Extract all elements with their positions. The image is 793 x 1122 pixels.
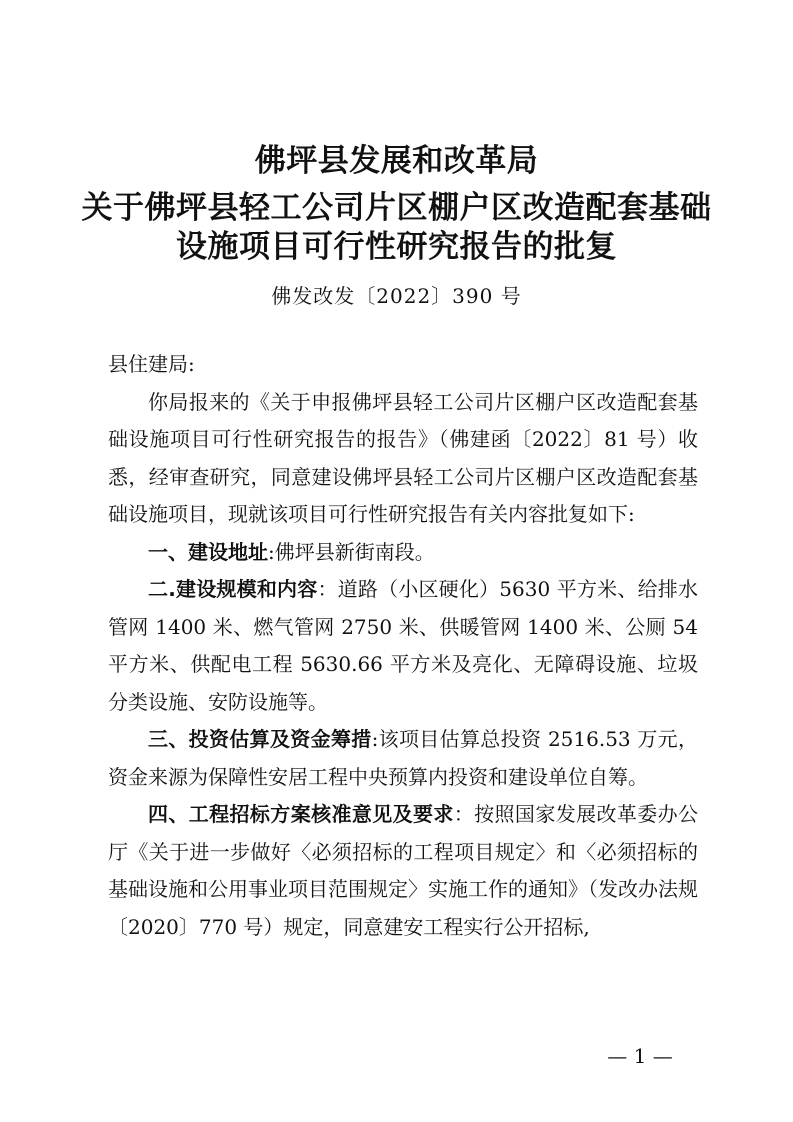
title-line-2: 关于佛坪县轻工公司片区棚户区改造配套基础 xyxy=(81,190,712,226)
section-1-text: :佛坪县新街南段。 xyxy=(268,539,435,564)
section-4-heading: 四、工程招标方案核准意见及要求 xyxy=(148,802,454,826)
title-line-1: 佛坪县发展和改革局 xyxy=(254,143,539,179)
section-2-paragraph xyxy=(108,571,698,721)
section-1-heading: 一、建设地址 xyxy=(148,539,268,564)
section-2-text: ：道路（小区硬化）5630 平方米、给排水管网 1400 米、燃气管网 2750 米、供暖管网 1400 米、公厕 54 平方米、供配电工程 5630.66 平方米及亮化、无障碍设施、垃圾分类设施、安防设施等。 xyxy=(108,577,698,714)
section-4-text: ：按照国家发展改革委办公厅《关于进一步做好〈必须招标的工程项目规定〉和〈必须招标的基础设施和公用事业项目范围规定〉实施工作的通知》（发改办法规〔2020〕770 号）规定，同意建安工程实行公开招标, xyxy=(108,802,699,939)
page-number: — 1 — xyxy=(607,1044,673,1068)
section-3-text: :该项目估算总投资 2516.53 万元，资金来源为保障性安居工程中央预算内投资和建设单位自筹。 xyxy=(108,727,698,789)
intro-paragraph: 你局报来的《关于申报佛坪县轻工公司片区棚户区改造配套基础设施项目可行性研究报告的报告》（佛建函〔2022〕81 号）收悉，经审查研究，同意建设佛坪县轻工公司片区棚户区改造配套基础设施项目，现就该项目可行性研究报告有关内容批复如下: xyxy=(108,389,698,526)
section-1-paragraph xyxy=(108,534,698,572)
document-number: 佛发改发〔2022〕390 号 xyxy=(271,284,522,308)
section-4-paragraph xyxy=(108,796,698,946)
section-2-heading: 二.建设规模和内容 xyxy=(148,577,318,601)
section-3-paragraph xyxy=(108,721,698,796)
section-3-heading: 三、投资估算及资金筹措 xyxy=(148,727,372,751)
addressee: 县住建局: xyxy=(108,352,195,376)
title-line-3: 设施项目可行性研究报告的批复 xyxy=(176,229,617,265)
document-body xyxy=(108,346,698,946)
